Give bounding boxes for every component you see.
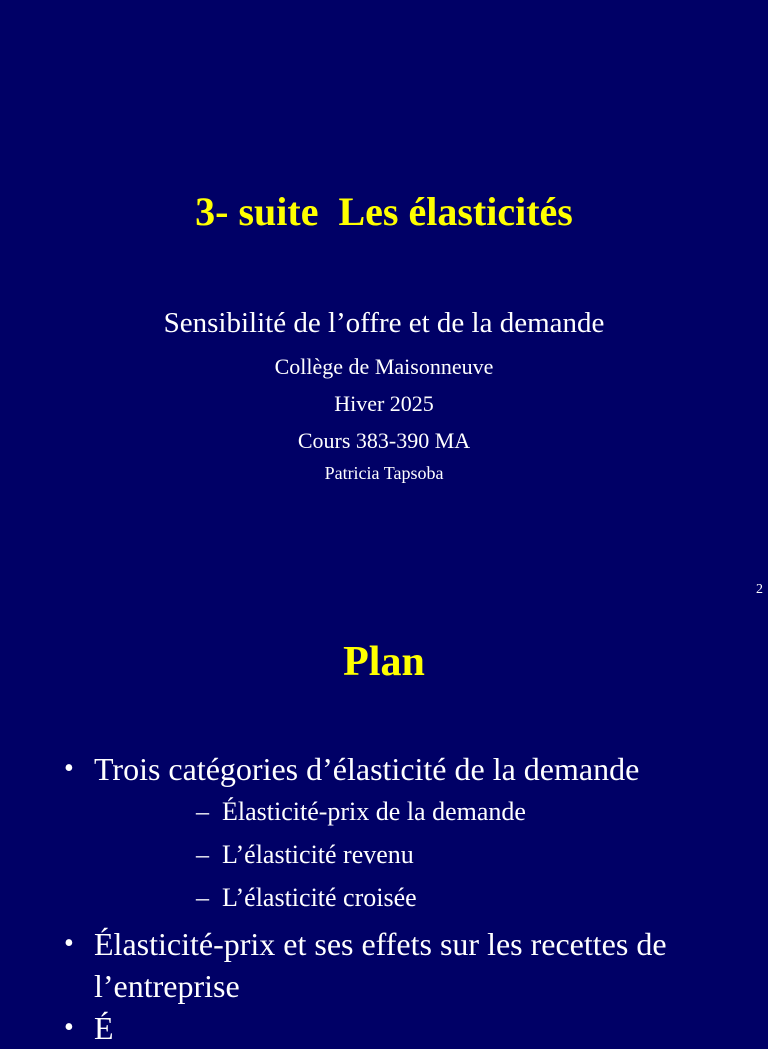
sub-bullet-item <box>94 876 698 919</box>
sub-bullet-text: Élasticité-prix de la demande <box>222 797 526 826</box>
slide-subtitle: Sensibilité de l’offre et de la demande <box>163 307 605 339</box>
bullet-text: Élasticité-prix et ses effets sur les recettes de l’entreprise <box>94 926 667 1004</box>
slide-plan <box>0 576 768 1046</box>
sub-bullet-text: L’élasticité croisée <box>222 883 417 912</box>
bullet-text: Trois catégories d’élasticité de la demande <box>94 751 640 787</box>
sub-bullet-text: L’élasticité revenu <box>222 840 414 869</box>
sub-bullet-item <box>94 833 698 876</box>
plan-title: Plan <box>343 639 425 685</box>
plan-bullet-list <box>0 748 768 1049</box>
term-label: Hiver 2025 <box>334 391 434 416</box>
institution-name: Collège de Maisonneuve <box>274 354 494 379</box>
author-name: Patricia Tapsoba <box>324 463 444 483</box>
slide-title-heading: 3- suite Les élasticités <box>195 189 573 234</box>
bullet-icon: • <box>64 1012 74 1043</box>
sub-bullet-list <box>94 790 698 919</box>
page-number: 2 <box>756 582 763 597</box>
dash-icon: – <box>196 883 209 912</box>
bullet-text: É <box>94 1010 114 1046</box>
bullet-icon: • <box>64 928 74 959</box>
dash-icon: – <box>196 840 209 869</box>
bullet-icon: • <box>64 753 74 784</box>
bullet-item <box>0 923 768 1007</box>
dash-icon: – <box>196 797 209 826</box>
bullet-item <box>0 748 768 919</box>
sub-bullet-item <box>94 790 698 833</box>
bullet-item <box>0 1007 768 1049</box>
course-code: Cours 383-390 MA <box>297 428 471 453</box>
